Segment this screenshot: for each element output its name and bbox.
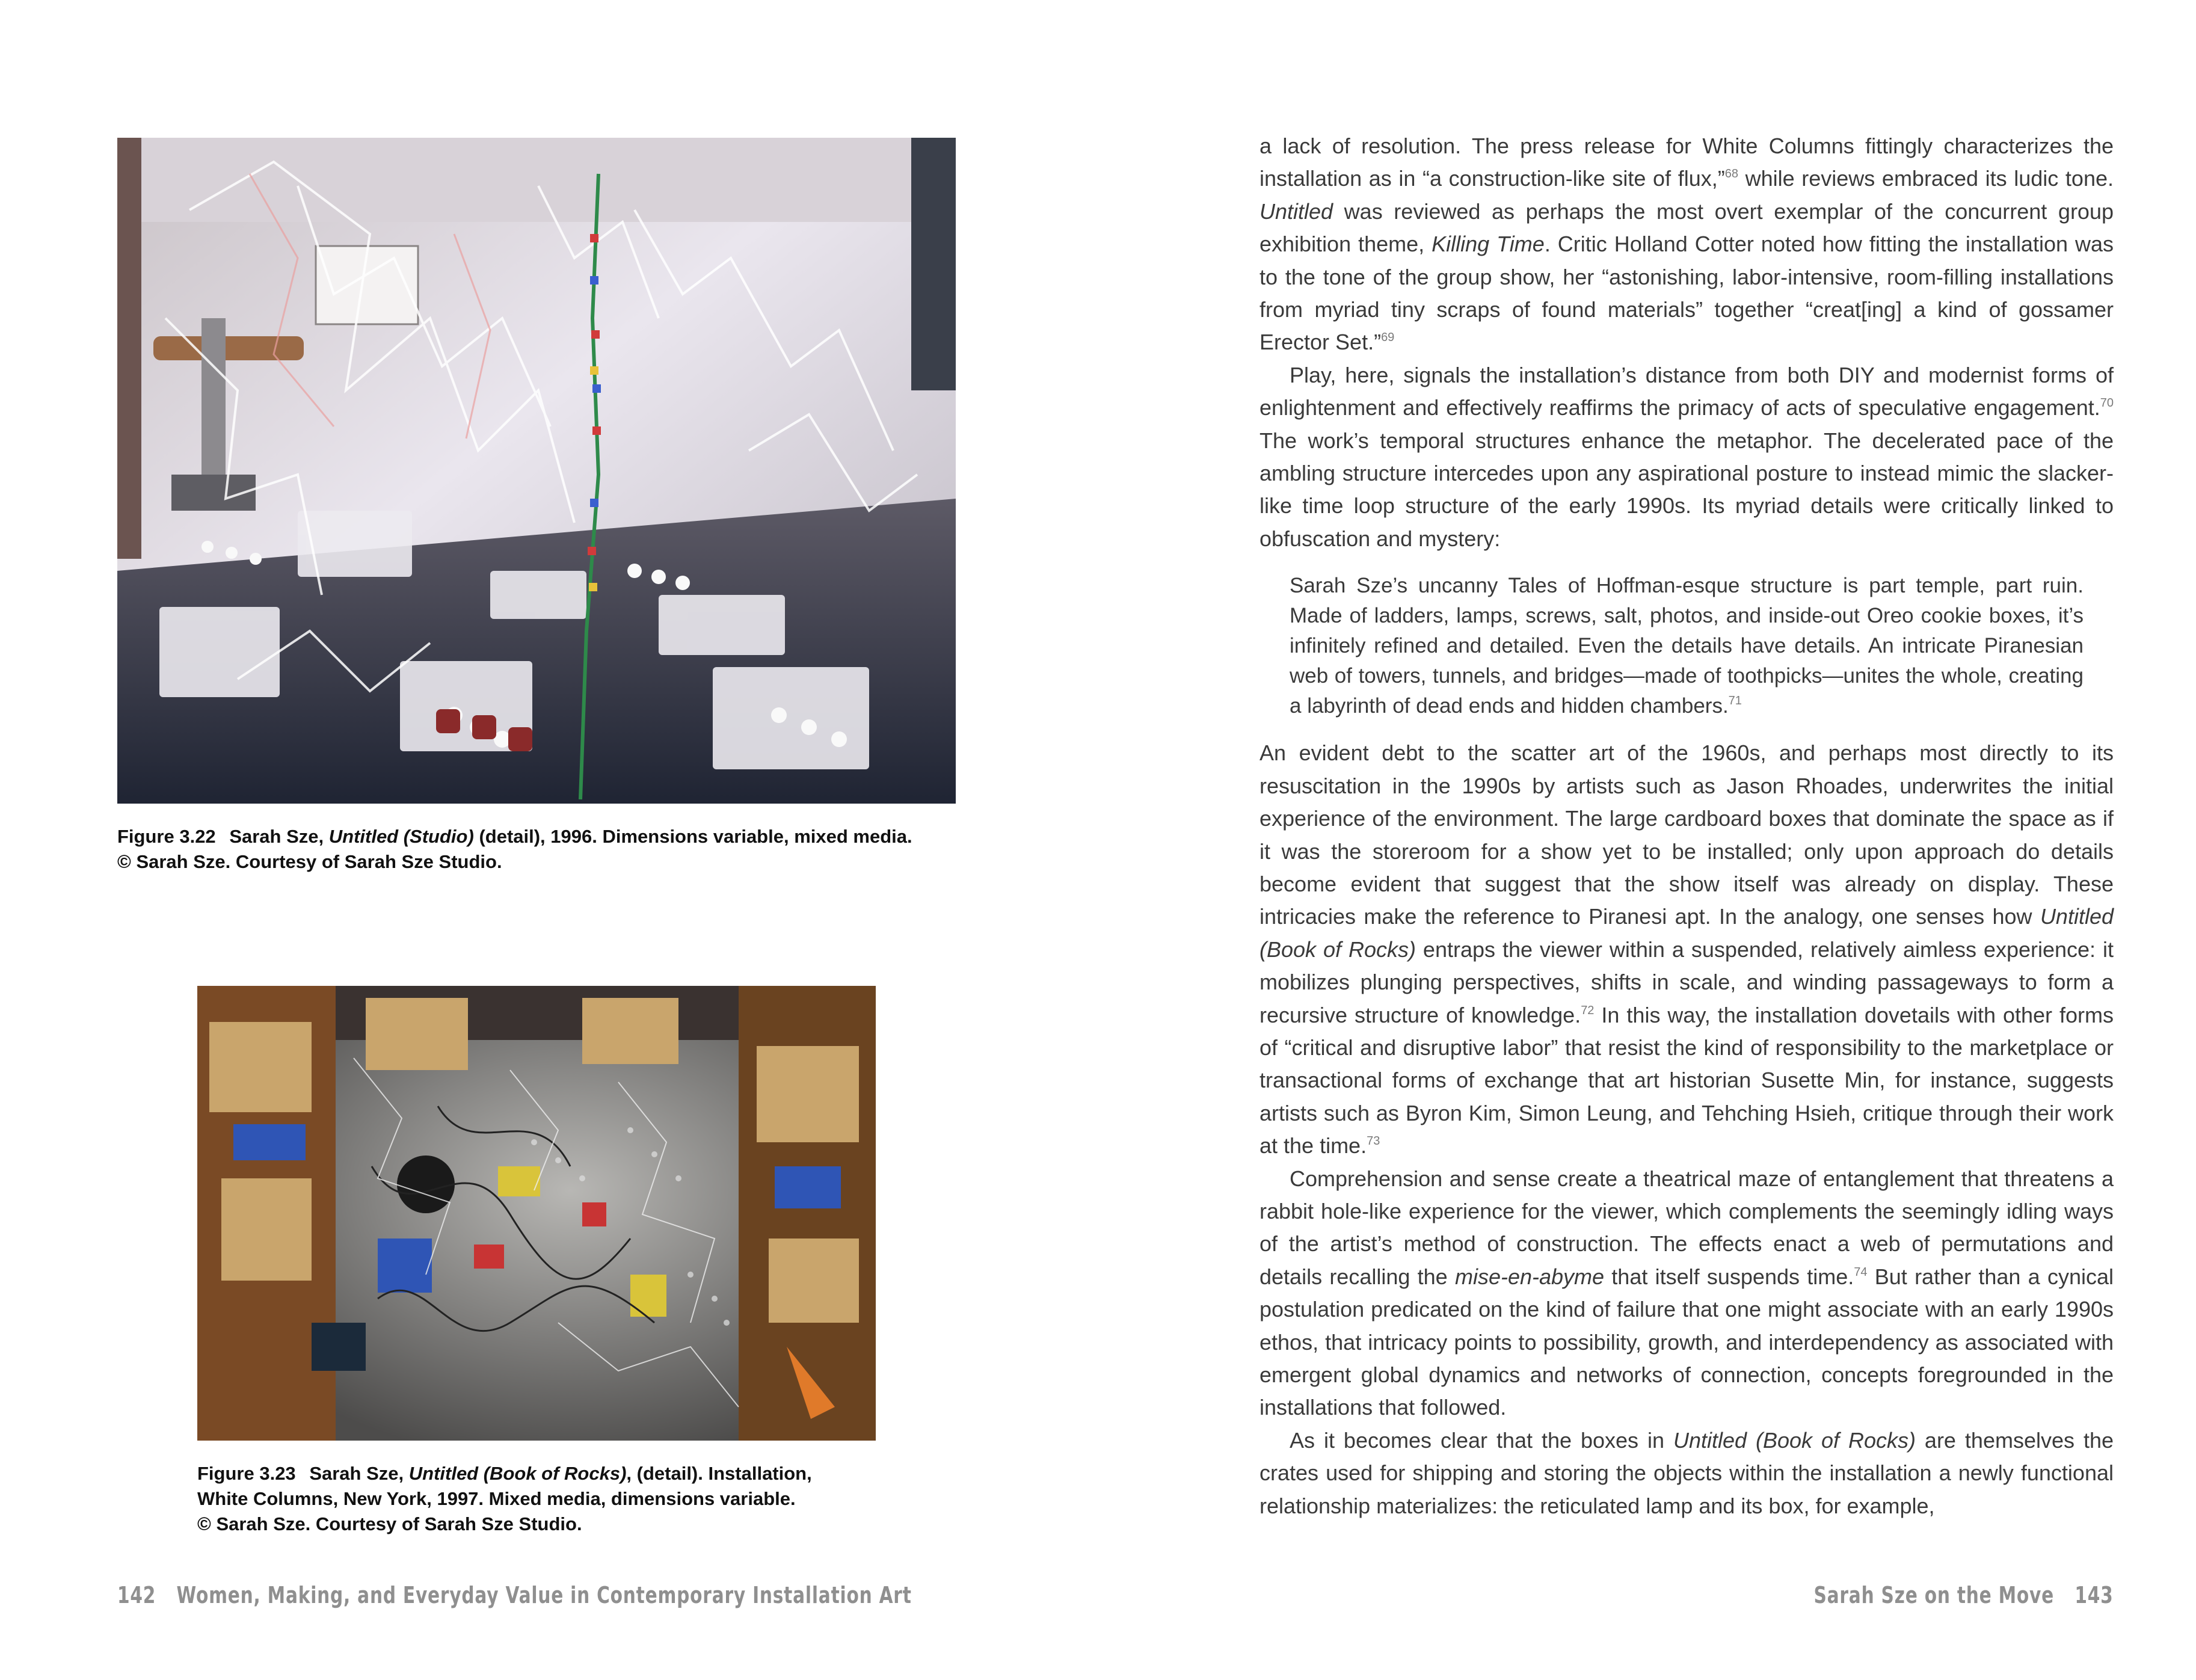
text-run: As it becomes clear that the boxes in	[1290, 1427, 1673, 1453]
text-run: Comprehension and sense create a theatrical maze of entanglement that threatens a rabbit hole-like experience for the viewer, which complements the seemingly idling ways of the artist’s method of construction. The effects enact a web of permutations and details recalling the	[1259, 1166, 2114, 1289]
figure-3-23-caption	[197, 1461, 876, 1537]
page-number: 143	[2075, 1582, 2114, 1608]
endnote-ref: 71	[1728, 694, 1742, 708]
paragraph	[1259, 130, 2114, 359]
running-footer-right	[1814, 1582, 2114, 1608]
figure-number: Figure 3.22	[117, 826, 216, 847]
endnote-ref: 68	[1724, 167, 1738, 181]
text-run: while reviews embraced its ludic tone.	[1738, 166, 2114, 191]
artwork-title: Untitled (Book of Rocks)	[408, 1463, 627, 1484]
caption-credit: © Sarah Sze. Courtesy of Sarah Sze Studio.	[197, 1513, 582, 1534]
text-run: But rather than a cynical postulation predicated on the kind of failure that one might associate with an early 1990s ethos, that intricacy points to possibility, growth, and interdependency as associated with emergent global dynamics and networks of connection, concepts foregrounded in the installations that followed.	[1259, 1264, 2114, 1420]
figure-3-22-caption	[117, 824, 956, 875]
endnote-ref: 74	[1854, 1265, 1868, 1279]
text-run: Play, here, signals the installation’s distance from both DIY and modernist forms of enlightenment and effectively reaffirms the primacy of acts of speculative engagement.	[1259, 362, 2114, 420]
text-run: a lack of resolution. The press release for White Columns fittingly characterizes the installation as in “a construction-like site of flux,”	[1259, 134, 2114, 191]
text-run: . Critic Holland Cotter noted how fitting the installation was to the tone of the group show, her “astonishing, labor-intensive, room-filling installations from myriad tiny scraps of found materials” together “creat[ing] a kind of gossamer Erector Set.”	[1259, 232, 2114, 355]
exhibition-title: Killing Time	[1432, 232, 1545, 257]
figure-number: Figure 3.23	[197, 1463, 296, 1484]
photo-untitled-book-of-rocks	[197, 986, 876, 1441]
artwork-title: Untitled (Book of Rocks)	[1673, 1427, 1916, 1453]
body-text	[1259, 130, 2114, 1522]
endnote-ref: 70	[2100, 396, 2114, 410]
figure-3-23	[197, 986, 876, 1537]
artwork-title: Untitled	[1259, 198, 1333, 224]
caption-text: Sarah Sze,	[229, 826, 324, 847]
text-run: Sarah Sze’s uncanny Tales of Hoffman-esque structure is part temple, part ruin. Made of ladders, lamps, screws, salt, photos, and inside-out Oreo cookie boxes, it’s infinitely refined and detailed. Even the details have details. An intricate Piranesian web of towers, tunnels, and bridges—made of toothpicks—unites the whole, creating a labyrinth of dead ends and hidden chambers.	[1290, 574, 2084, 718]
right-page	[1098, 0, 2196, 1680]
paragraph	[1259, 1424, 2114, 1522]
paragraph	[1259, 737, 2114, 1162]
text-run: In this way, the installation dovetails with other forms of “critical and disruptive labor” that resist the kind of responsibility to the marketplace or transactional forms of exchange that art historian Susette Min, for instance, suggests artists such as Byron Kim, Simon Leung, and Tehching Hsieh, critique through their work at the time.	[1259, 1002, 2114, 1158]
text-run: entraps the viewer within a suspended, relatively aimless experience: it mobilizes plunging perspectives, shifts in scale, and winding passageways to form a recursive structure of knowledge.	[1259, 937, 2114, 1027]
italic-term: mise-en-abyme	[1454, 1264, 1605, 1289]
running-footer-left	[117, 1582, 912, 1608]
paragraph	[1259, 359, 2114, 555]
caption-text: (detail), 1996. Dimensions variable, mixed media.	[479, 826, 912, 847]
caption-credit: © Sarah Sze. Courtesy of Sarah Sze Studio.	[117, 851, 502, 872]
block-quote	[1290, 571, 2084, 721]
text-run: that itself suspends time.	[1604, 1264, 1854, 1289]
caption-text: Sarah Sze,	[309, 1463, 404, 1484]
text-run: The work’s temporal structures enhance the metaphor. The decelerated pace of the ambling structure intercedes upon any aspirational posture to instead mimic the slacker-like time loop structure of the early 1990s. Its myriad details were critically linked to obfuscation and mystery:	[1259, 428, 2114, 551]
photo-untitled-studio	[117, 138, 956, 804]
running-title: Sarah Sze on the Move	[1813, 1582, 2055, 1608]
endnote-ref: 72	[1581, 1003, 1595, 1017]
text-run: was reviewed as perhaps the most overt exemplar of the concurrent group exhibition theme,	[1259, 198, 2114, 257]
caption-text-line-2: White Columns, New York, 1997. Mixed media, dimensions variable.	[197, 1488, 796, 1509]
page-number: 142	[117, 1582, 156, 1608]
figure-3-22	[117, 138, 956, 875]
running-title: Women, Making, and Everyday Value in Contemporary Installation Art	[176, 1582, 912, 1608]
endnote-ref: 73	[1367, 1134, 1380, 1148]
text-run: are themselves the crates used for shipping and storing the objects within the installation a newly functional relationship materializes: the reticulated lamp and its box, for example,	[1259, 1427, 2114, 1518]
artwork-title: Untitled (Book of Rocks)	[1259, 904, 2114, 962]
caption-text: , (detail). Installation,	[626, 1463, 812, 1484]
text-run: An evident debt to the scatter art of the 1960s, and perhaps most directly to its resuscitation in the 1990s by artists such as Jason Rhoades, underwrites the initial experience of the environment. The large cardboard boxes that dominate the space as if it was the storeroom for a show yet to be installed; only upon approach do details become evident that suggest that the show itself was already on display. These intricacies make the reference to Piranesi apt. In the analogy, one senses how	[1259, 740, 2114, 929]
endnote-ref: 69	[1381, 331, 1395, 345]
paragraph	[1259, 1163, 2114, 1424]
artwork-title: Untitled (Studio)	[328, 826, 474, 847]
